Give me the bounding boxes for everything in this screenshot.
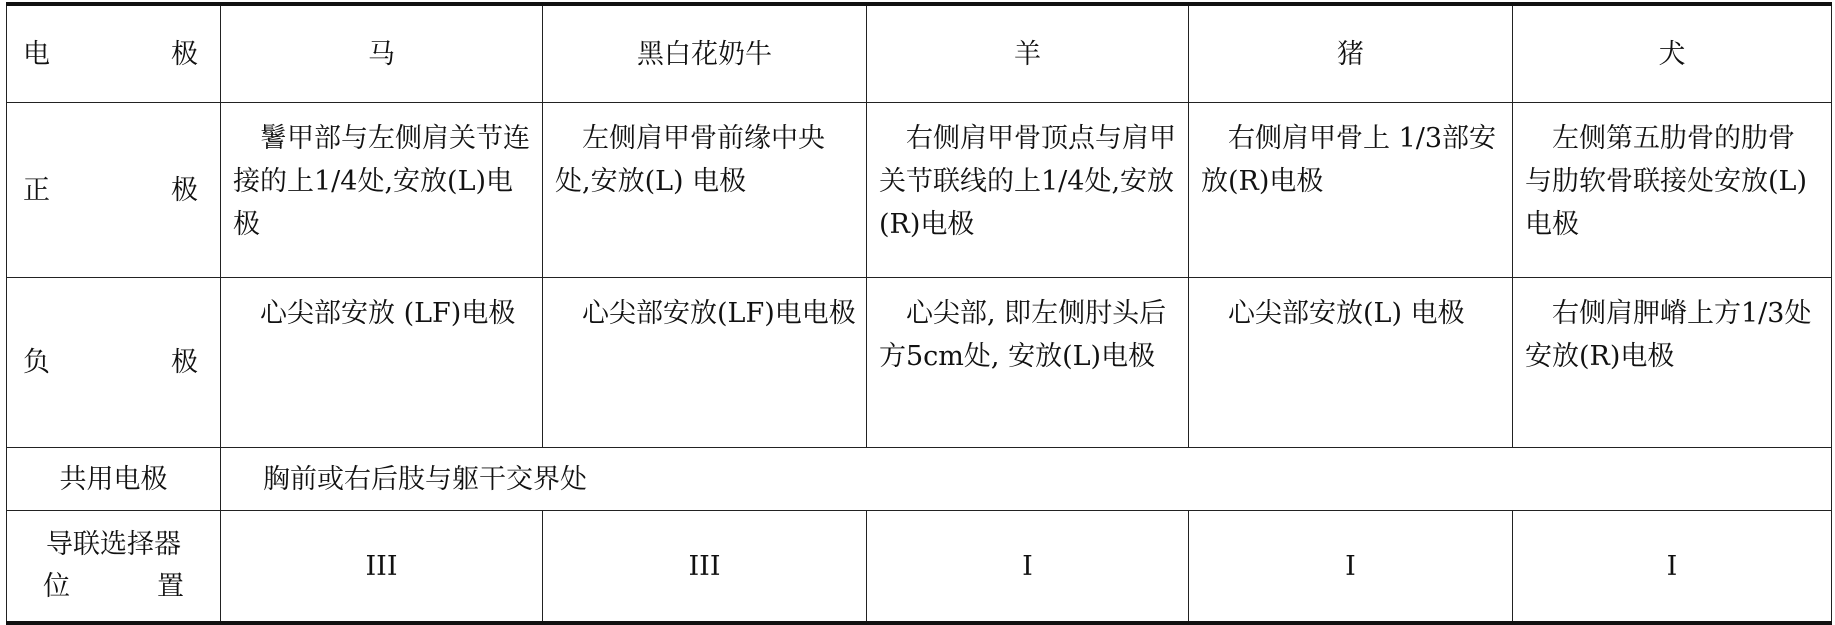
- negative-sheep: 心尖部, 即左侧肘头后方5cm处, 安放(L)电极: [867, 278, 1189, 448]
- lead-pig: I: [1189, 511, 1513, 624]
- positive-sheep: 右侧肩甲骨顶点与肩甲关节联线的上1/4处,安放(R)电极: [867, 103, 1189, 278]
- electrode-placement-table: [6, 2, 1832, 625]
- negative-dog: 右侧肩胛嵴上方1/3处安放(R)电极: [1513, 278, 1832, 448]
- common-electrode-row: [7, 448, 1832, 511]
- header-row: [7, 4, 1832, 103]
- lead-dog: I: [1513, 511, 1832, 624]
- common-electrode-value: 胸前或右后肢与躯干交界处: [221, 448, 1832, 511]
- header-horse: 马: [221, 4, 543, 103]
- negative-cow: 心尖部安放(LF)电电极: [543, 278, 867, 448]
- lead-sheep: I: [867, 511, 1189, 624]
- row-label-lead-selector: 导联选择器位置: [7, 511, 221, 624]
- lead-cow: III: [543, 511, 867, 624]
- header-sheep: 羊: [867, 4, 1189, 103]
- negative-horse: 心尖部安放 (LF)电极: [221, 278, 543, 448]
- lead-selector-row: [7, 511, 1832, 624]
- positive-horse: 鬐甲部与左侧肩关节连接的上1/4处,安放(L)电极: [221, 103, 543, 278]
- positive-pig: 右侧肩甲骨上 1/3部安放(R)电极: [1189, 103, 1513, 278]
- row-label-positive: 正 极: [7, 103, 221, 278]
- row-label-common: 共用电极: [7, 448, 221, 511]
- header-electrode: 电 极: [7, 4, 221, 103]
- negative-electrode-row: [7, 278, 1832, 448]
- header-holstein-cow: 黑白花奶牛: [543, 4, 867, 103]
- row-label-negative: 负 极: [7, 278, 221, 448]
- negative-pig: 心尖部安放(L) 电极: [1189, 278, 1513, 448]
- positive-electrode-row: [7, 103, 1832, 278]
- positive-cow: 左侧肩甲骨前缘中央处,安放(L) 电极: [543, 103, 867, 278]
- positive-dog: 左侧第五肋骨的肋骨与肋软骨联接处安放(L)电极: [1513, 103, 1832, 278]
- header-dog: 犬: [1513, 4, 1832, 103]
- header-pig: 猪: [1189, 4, 1513, 103]
- lead-horse: III: [221, 511, 543, 624]
